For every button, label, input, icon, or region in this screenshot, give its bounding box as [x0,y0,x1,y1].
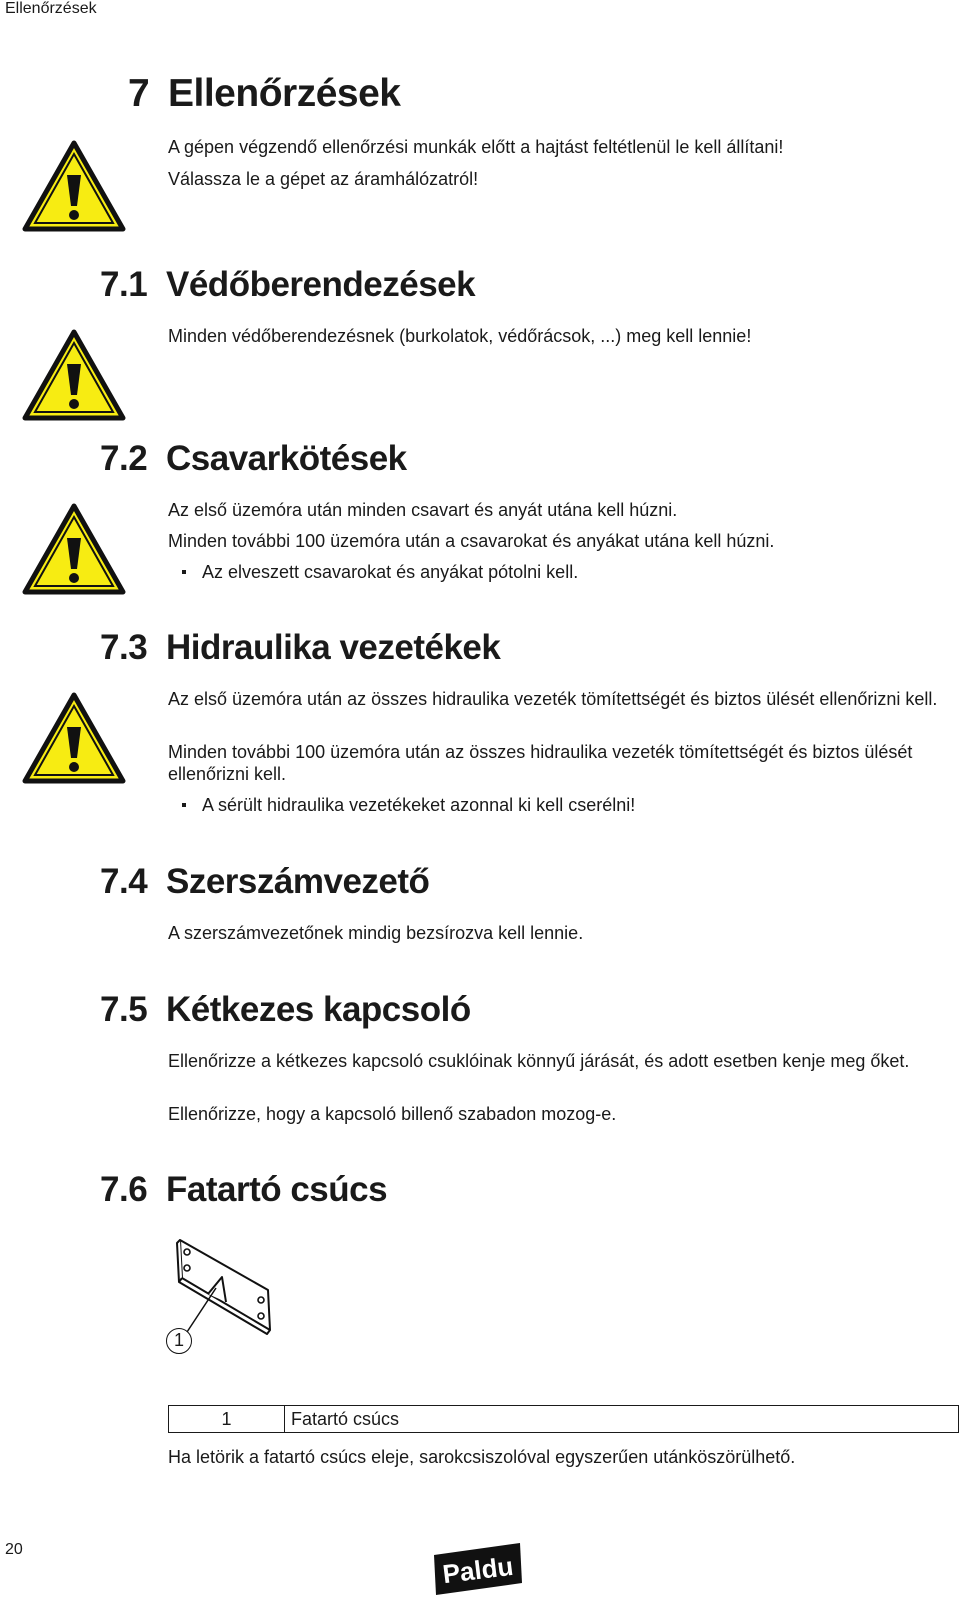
legend-table [168,1405,959,1433]
paragraph: A szerszámvezetőnek mindig bezsírozva kell lennie. [168,923,584,943]
section-title: Szerszámvezető [166,862,430,901]
paragraph: Minden védőberendezésnek (burkolatok, védőrácsok, ...) meg kell lennie! [168,326,752,346]
warning-triangle-icon [22,503,126,595]
paragraph: Ellenőrizze a kétkezes kapcsoló csuklóinak könnyű járását, és adott esetben kenje meg őket. [168,1051,910,1071]
paragraph: A gépen végzendő ellenőrzési munkák előtt a hajtást feltétlenül le kell állítani! [168,137,784,157]
section-number: 7.6 [100,1170,148,1209]
section-number: 7.5 [100,990,148,1029]
paragraph: Válassza le a gépet az áramhálózatról! [168,169,479,189]
chapter-number: 7 [128,72,150,115]
table-row [169,1406,959,1433]
chapter-title-text: Ellenőrzések [168,72,401,115]
bullet-text: A sérült hidraulika vezetékeket azonnal ki kell cserélni! [202,795,636,815]
section-title: Fatartó csúcs [166,1170,388,1209]
bullet-item [182,794,635,816]
chapter-title [128,72,400,116]
wood-holder-tip-drawing [160,1230,290,1395]
warning-triangle-icon [22,692,126,784]
paragraph: Ha letörik a fatartó csúcs eleje, sarokcsiszolóval egyszerűen utánköszörülhető. [168,1447,796,1467]
section-title: Hidraulika vezetékek [166,628,501,667]
running-header: Ellenőrzések [5,0,97,17]
section-number: 7.2 [100,439,148,478]
section-number: 7.4 [100,862,148,901]
section-title: Kétkezes kapcsoló [166,990,471,1029]
paragraph: Minden további 100 üzemóra után az összes hidraulika vezeték tömítettségét és biztos ülését ellenőrizni kell. [168,742,913,784]
warning-triangle-icon [22,329,126,421]
page-number: 20 [5,1541,23,1558]
section-heading [100,439,407,479]
section-number: 7.3 [100,628,148,667]
section-number: 7.1 [100,265,148,304]
section-heading [100,265,475,305]
paragraph: Minden további 100 üzemóra után a csavarokat és anyákat utána kell húzni. [168,531,775,551]
legend-label: Fatartó csúcs [285,1406,959,1433]
section-heading [100,862,429,902]
legend-number: 1 [169,1406,285,1433]
svg-text:Paldu: Paldu [440,1550,515,1590]
section-heading [100,628,500,668]
warning-triangle-icon [22,140,126,232]
callout-marker: 1 [166,1328,192,1354]
bullet-text: Az elveszett csavarokat és anyákat pótolni kell. [202,562,579,582]
paldu-logo [432,1541,524,1597]
section-title: Védőberendezések [166,265,476,304]
bullet-item [182,561,578,583]
section-heading [100,990,471,1030]
paragraph: Ellenőrizze, hogy a kapcsoló billenő szabadon mozog-e. [168,1104,617,1124]
paragraph: Az első üzemóra után minden csavart és anyát utána kell húzni. [168,500,678,520]
section-title: Csavarkötések [166,439,407,478]
section-heading [100,1170,387,1210]
paragraph: Az első üzemóra után az összes hidraulika vezeték tömítettségét és biztos ülését ellenőrizni kell. [168,689,938,709]
